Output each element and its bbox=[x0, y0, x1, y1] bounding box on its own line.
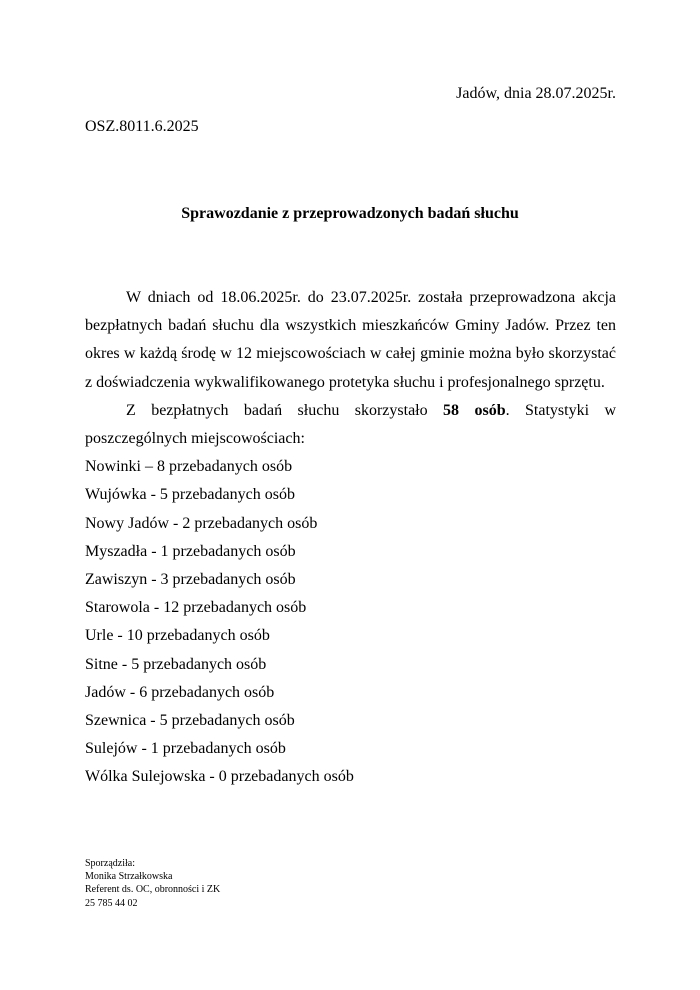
location-stats-list bbox=[85, 453, 616, 791]
summary-text-after: . Statystyki w poszczególnych miejscowościach: bbox=[85, 401, 617, 448]
list-item: Wólka Sulejowska - 0 przebadanych osób bbox=[85, 768, 354, 786]
intro-paragraph: W dniach od 18.06.2025r. do 23.07.2025r. została przeprowadzona akcja bezpłatnych badań słuchu dla wszystkich mieszkańców Gminy Jadów. Przez ten okres w każdą środę w 12 miejscowościach w całej gminie można było skorzystać z doświadczenia wykwalifikowanego protetyka słuchu i profesjonalnego sprzętu. bbox=[85, 289, 616, 391]
list-item: Jadów - 6 przebadanych osób bbox=[85, 683, 275, 701]
list-item: Myszadła - 1 przebadanych osób bbox=[85, 542, 296, 560]
signature-position: Referent ds. OC, obronności i ZK bbox=[85, 884, 221, 896]
signature-block bbox=[85, 857, 220, 910]
signature-label: Sporządziła: bbox=[85, 858, 135, 869]
signature-phone: 25 785 44 02 bbox=[85, 897, 138, 909]
list-item: Starowola - 12 przebadanych osób bbox=[85, 599, 307, 617]
document-title: Sprawozdanie z przeprowadzonych badań słuchu bbox=[181, 205, 519, 222]
list-item: Szewnica - 5 przebadanych osób bbox=[85, 712, 295, 730]
summary-paragraph bbox=[85, 397, 616, 453]
list-item: Sulejów - 1 przebadanych osób bbox=[85, 740, 286, 758]
summary-text-before: Z bezpłatnych badań słuchu skorzystało bbox=[126, 401, 444, 419]
signature-name: Monika Strzałkowska bbox=[85, 871, 173, 883]
report-body bbox=[85, 284, 616, 792]
total-participants: 58 osób bbox=[443, 401, 506, 419]
list-item: Zawiszyn - 3 przebadanych osób bbox=[85, 571, 296, 589]
list-item: Urle - 10 przebadanych osób bbox=[85, 627, 270, 645]
list-item: Wujówka - 5 przebadanych osób bbox=[85, 486, 295, 504]
reference-number: OSZ.8011.6.2025 bbox=[85, 118, 199, 135]
list-item: Nowy Jadów - 2 przebadanych osób bbox=[85, 514, 318, 532]
document-date: Jadów, dnia 28.07.2025r. bbox=[456, 85, 616, 102]
list-item: Sitne - 5 przebadanych osób bbox=[85, 655, 267, 673]
list-item: Nowinki – 8 przebadanych osób bbox=[85, 458, 293, 476]
